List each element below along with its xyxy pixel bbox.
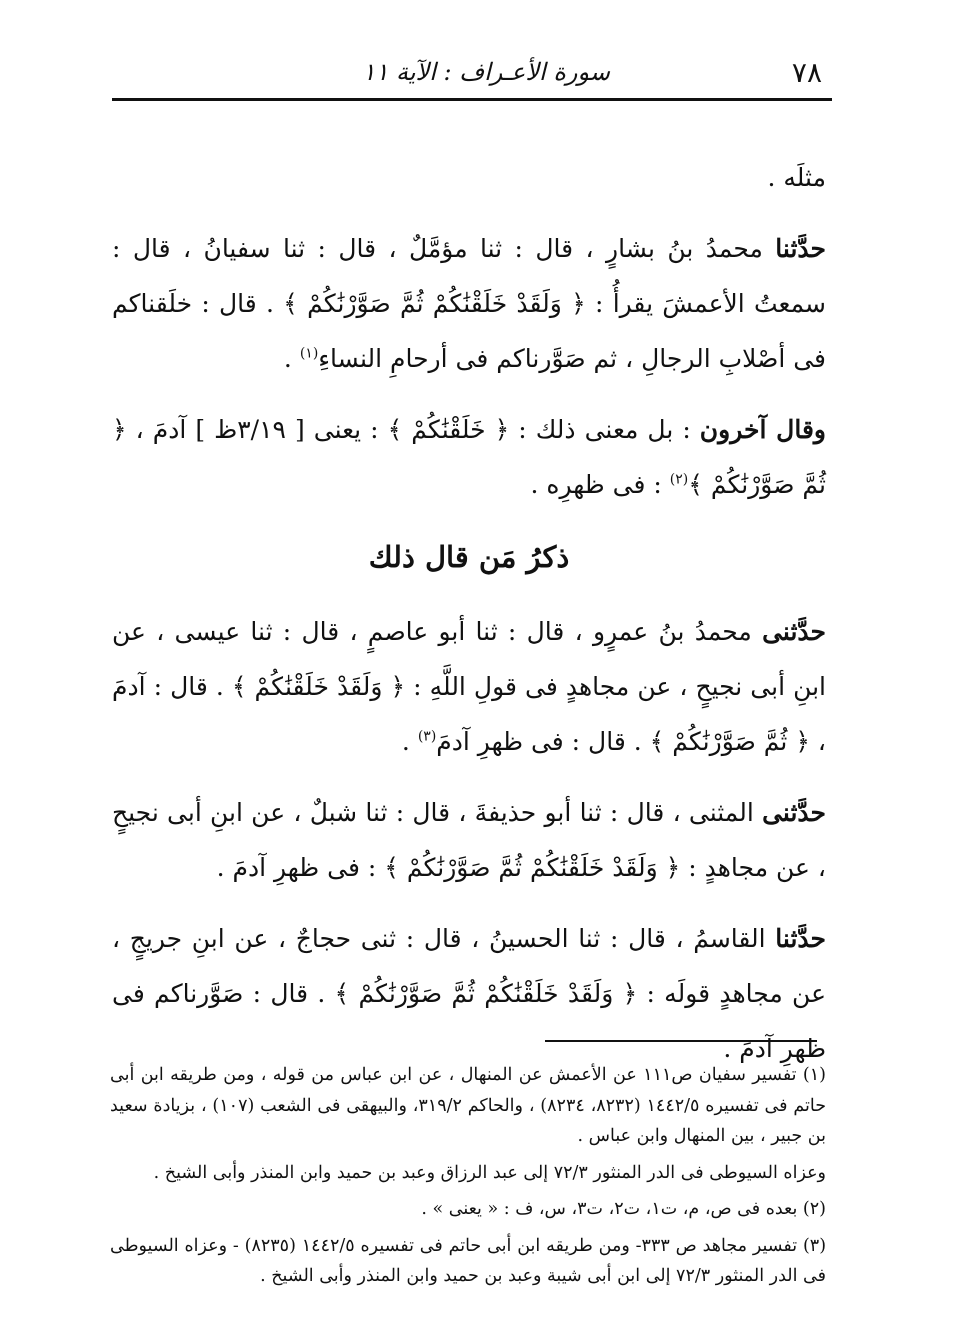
paragraph-text: محمدُ بنُ بشارٍ ، قال : ثنا مؤمَّلٌ ، قال : ثنا سفيانُ ، قال : سمعتُ الأعمشَ يقرأُ : ﴿ وَلَقَدْ خَلَقْنَٰكُمْ ثُمَّ صَوَّرْنَٰكُمْ ﴾ . قال : خلَقناكم فى أصْلابِ الرجالِ ، ثم صَوَّرناكم فى أرحامِ النساءِ [112,234,826,373]
paragraph-5 [112,911,826,1076]
header-rule [112,98,832,101]
paragraph-end: . [283,344,300,373]
footnote-marker: (١) [299,345,319,362]
paragraph-2 [112,402,826,512]
paragraph-end: . [401,727,418,756]
paragraph-4 [112,785,826,895]
footnote-3: (٣) تفسير مجاهد ص ٣٣٣- ومن طريقه ابن أبى حاتم فى تفسيره ١٤٤٢/٥ (٨٢٣٥) - وعزاه السيوطى فى الدر المنثور ٧٢/٣ إلى ابن أبى شيبة وعبد بن حميد وابن المنذر وأبى الشيخ . [110,1235,827,1286]
narration-lead: وقال آخرون [699,415,826,444]
paragraph-3 [112,604,826,769]
footnote-1-continued: وعزاه السيوطى فى الدر المنثور ٧٢/٣ إلى عبد الرزاق وعبد بن حميد وابن المنذر وأبى الشيخ . [153,1162,826,1183]
paragraph-0: مثلَه . [767,163,826,192]
page-number: ٧٨ [791,56,822,89]
paragraph-text: : بل معنى ذلك : ﴿ خَلَقْنَٰكُمْ ﴾ : يعنى [ ٣/١٩ظ ] آدمَ ، ﴿ ثُمَّ صَوَّرْنَٰكُمْ ﴾ [112,415,826,499]
paragraph-text: القاسمُ ، قال : ثنا الحسينُ ، قال : ثنى حجاجٌ ، عن ابنِ جريجٍ ، عن مجاهدٍ قولَه : ﴿ وَلَقَدْ خَلَقْنَٰكُمْ ثُمَّ صَوَّرْنَٰكُمْ ﴾ . قال : صَوَّرناكم فى ظهرِ آدمَ . [112,924,826,1063]
paragraph-text: المثنى ، قال : ثنا أبو حذيفةَ ، قال : ثنا شبلٌ ، عن ابنِ أبى نجيحٍ ، عن مجاهدٍ : ﴿ وَلَقَدْ خَلَقْنَٰكُمْ ثُمَّ صَوَّرْنَٰكُمْ ﴾ : فى ظهرِ آدمَ . [112,798,826,882]
footnote-rule [545,1040,817,1042]
running-title: سورة الأعـراف : الآية ١١ [362,58,610,86]
narration-lead: حدَّثنا [775,234,826,263]
paragraph-1 [112,221,826,386]
footnote-2: (٢) بعده فى ص، م، ت١، ت٢، ت٣، س، ف : « يعنى » . [421,1199,826,1219]
footnote-marker: (٣) [417,728,437,745]
page-header [110,50,830,90]
main-text [112,150,826,1092]
footnote-1: (١) تفسير سفيان ص١١١ عن الأعمش عن المنهال ، عن ابن عباس من قوله ، ومن طريقه ابن أبى حاتم فى تفسيره ١٤٤٢/٥ (٨٢٣٢، ٨٢٣٤) ، والحاكم ٣١٩/٢، والبيهقى فى الشعب (١٠٧) ، بزيادة سعيد بن جبير ، بين المنهال وابن عباس . [110,1065,827,1146]
section-heading: ذكرُ مَن قال ذلك [368,540,570,574]
narration-lead: حدَّثنى [762,617,826,646]
footnotes [110,1060,826,1298]
narration-lead: حدَّثنى [762,798,826,827]
paragraph-end: : فى ظهرِه . [530,470,670,499]
footnote-marker: (٢) [669,471,689,488]
paragraph-text: محمدُ بنُ عمرٍو ، قال : ثنا أبو عاصمٍ ، قال : ثنا عيسى ، عن ابنِ أبى نجيحٍ ، عن مجاهدٍ فى قولِ اللَّهِ : ﴿ وَلَقَدْ خَلَقْنَٰكُمْ ﴾ . قال : آدمَ ، ﴿ ثُمَّ صَوَّرْنَٰكُمْ ﴾ . قال : فى ظهرِ آدمَ [112,617,826,756]
narration-lead: حدَّثنا [775,924,826,953]
